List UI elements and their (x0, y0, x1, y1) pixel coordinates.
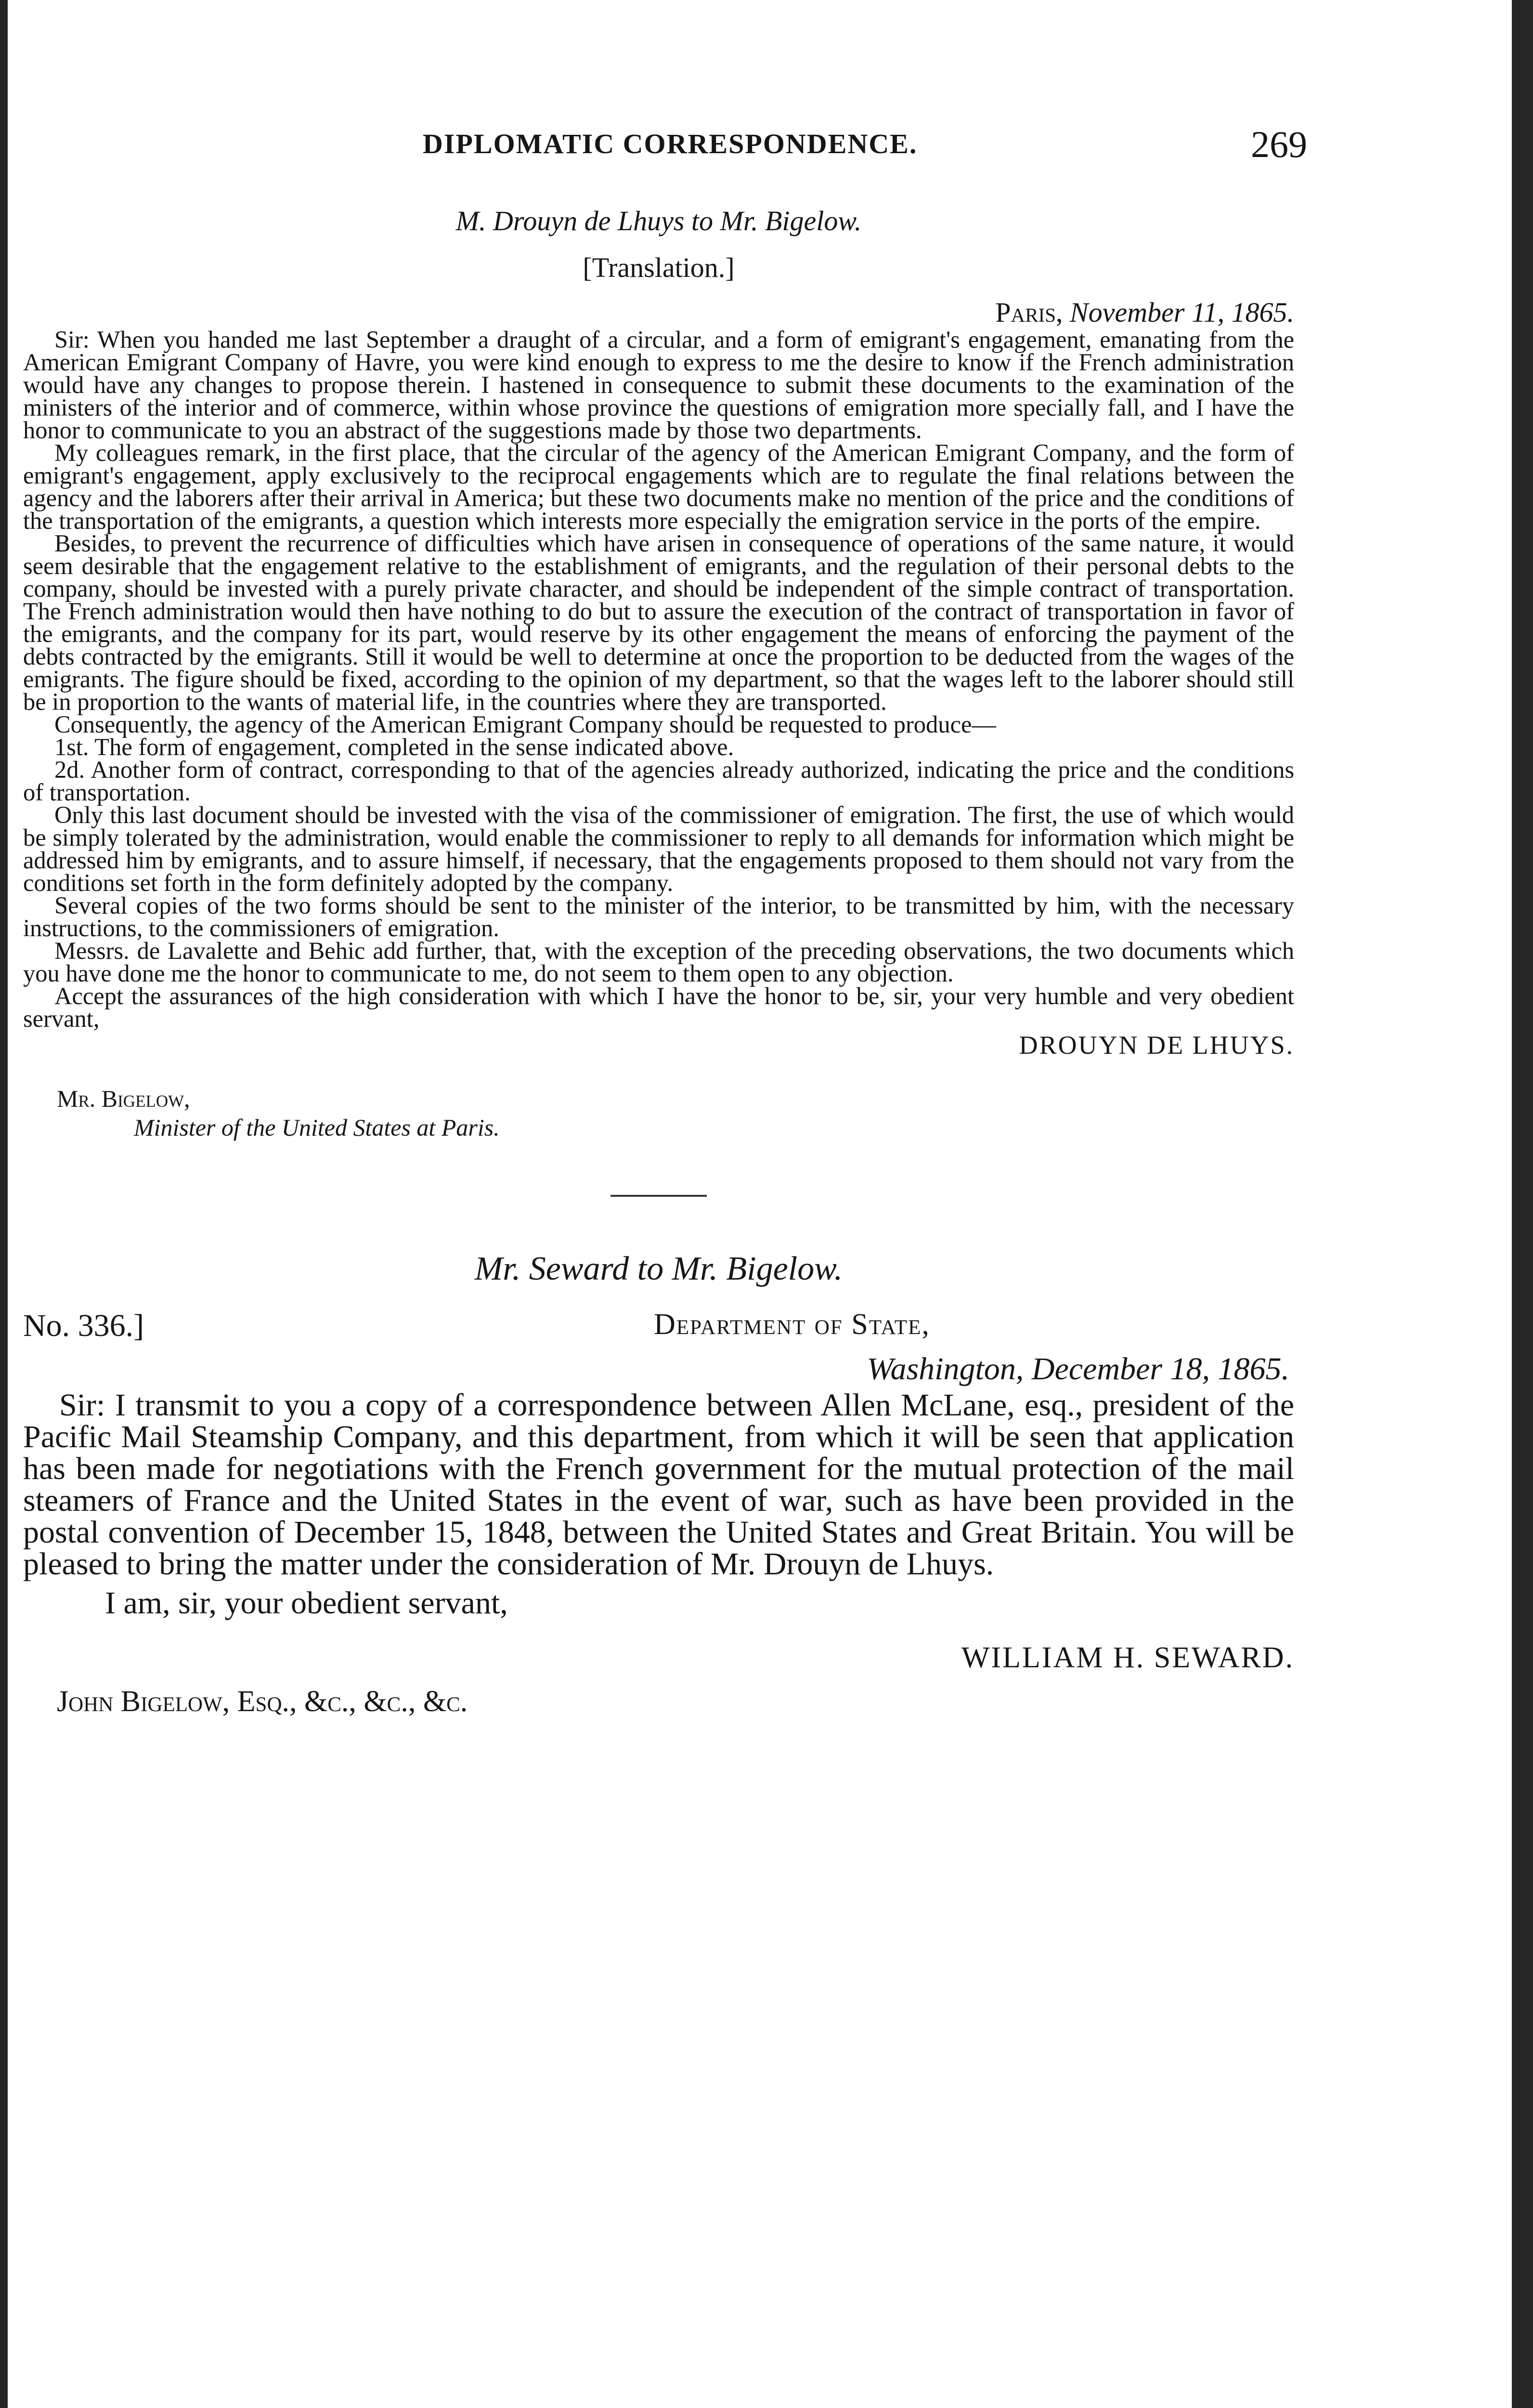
dateline-date: Washington, December 18, 1865. (867, 1351, 1289, 1387)
paragraph: Besides, to prevent the recurrence of difficulties which have arisen in consequence of operations of the same nature, it would seem desirable that the engagement relative to the establishment of emigrants, and the regulation of their personal debts to the company, should be invested with a purely private character, and should be independent of the simple contract of transportation. The French administration would then have nothing to do but to assure the execution of the contract of transportation in favor of the emigrants, and the company for its part, would reserve by its other engagement the means of enforcing the payment of the debts contracted by the emigrants. Still it would be well to determine at once the proportion to be deducted from the wages of the emigrants. The figure should be fixed, according to the opinion of my department, so that the wages left to the laborer should still be in proportion to the wants of material life, in the countries where they are transported. (23, 530, 1294, 715)
paragraph: Sir: I transmit to you a copy of a correspondence between Allen McLane, esq., president of the Pacific Mail Steamship Company, and this department, from which it will be seen that application has been made for negotiations with the French government for the mutual protection of the mail steamers of France and the United States in the event of war, such as have been provided in the postal convention of December 15, 1848, between the United States and Great Britain. You will be pleased to bring the matter under the consideration of Mr. Drouyn de Lhuys. (23, 1387, 1294, 1582)
closing: I am, sir, your obedient servant, (105, 1585, 508, 1621)
paragraph: Consequently, the agency of the American Emigrant Company should be requested to produce— (54, 711, 996, 738)
section-divider (611, 1195, 707, 1197)
dateline (23, 296, 1294, 328)
letter-drouyn (23, 205, 1294, 1142)
paragraph: Several copies of the two forms should be sent to the minister of the interior, to be transmitted by him, with the necessary instructions, to the commissioners of emigration. (23, 892, 1294, 942)
signature: DROUYN DE LHUYS. (1019, 1031, 1294, 1060)
paragraph: Only this last document should be invested with the visa of the commissioner of emigration. The first, the use of which would be simply tolerated by the administration, would enable the commissioner to reply to all demands for information which might be addressed him by emigrants, and to assure himself, if necessary, that the engagements proposed to them should not vary from the conditions set forth in the form definitely adopted by the company. (23, 801, 1294, 896)
paragraph: Sir: When you handed me last September a draught of a circular, and a form of emigrant's engagement, emanating from the American Emigrant Company of Havre, you were kind enough to express to me the desire to know if the French administration would have any changes to propose therein. I hastened in consequence to submit these documents to the examination of the ministers of the interior and of commerce, within whose province the questions of emigration more specially fall, and I have the honor to communicate to you an abstract of the suggestions made by those two departments. (23, 326, 1294, 444)
list-item: 2d. Another form of contract, corresponding to that of the agencies already authorized, indicating the price and the conditions of transportation. (23, 756, 1294, 806)
addressee-title: Minister of the United States at Paris. (134, 1114, 500, 1141)
running-head: DIPLOMATIC CORRESPONDENCE. (423, 128, 918, 159)
paragraph: Messrs. de Lavalette and Behic add further, that, with the exception of the preceding observations, the two documents which you have done me the honor to communicate to me, do not seem to them open to any objection. (23, 937, 1294, 987)
letter-seward (23, 1250, 1294, 1719)
page-header (23, 113, 1307, 166)
document-page (23, 113, 1307, 1719)
letter-heading (23, 1308, 1294, 1389)
scan-edge-right (1512, 0, 1533, 2408)
list-item: 1st. The form of engagement, completed in the sense indicated above. (54, 733, 734, 760)
page-number: 269 (1251, 123, 1307, 165)
document-number: No. 336.] (23, 1308, 144, 1343)
addressee (57, 1084, 1294, 1142)
dateline-date: November 11, 1865. (1069, 297, 1294, 328)
department: Department of State, (654, 1308, 930, 1341)
dateline-place: Paris, (995, 297, 1063, 328)
letter-title: Mr. Seward to Mr. Bigelow. (474, 1250, 843, 1287)
addressee-name: Mr. Bigelow, (57, 1085, 190, 1112)
signature: WILLIAM H. SEWARD. (961, 1641, 1294, 1674)
addressee: John Bigelow, Esq., &c., &c., &c. (57, 1685, 468, 1718)
letter-title: M. Drouyn de Lhuys to Mr. Bigelow. (455, 205, 862, 236)
translation-note: [Translation.] (583, 252, 735, 283)
paragraph: My colleagues remark, in the first place, that the circular of the agency of the American Emigrant Company, and the form of emigrant's engagement, apply exclusively to the reciprocal engagements which are to regulate the final relations between the agency and the laborers after their arrival in America; but these two documents make no mention of the price and the conditions of the transportation of the emigrants, a question which interests more especially the emigration service in the ports of the empire. (23, 439, 1294, 534)
paragraph: Accept the assurances of the high consideration with which I have the honor to be, sir, your very humble and very obedient servant, (23, 982, 1294, 1032)
scan-edge-left (0, 0, 8, 2408)
